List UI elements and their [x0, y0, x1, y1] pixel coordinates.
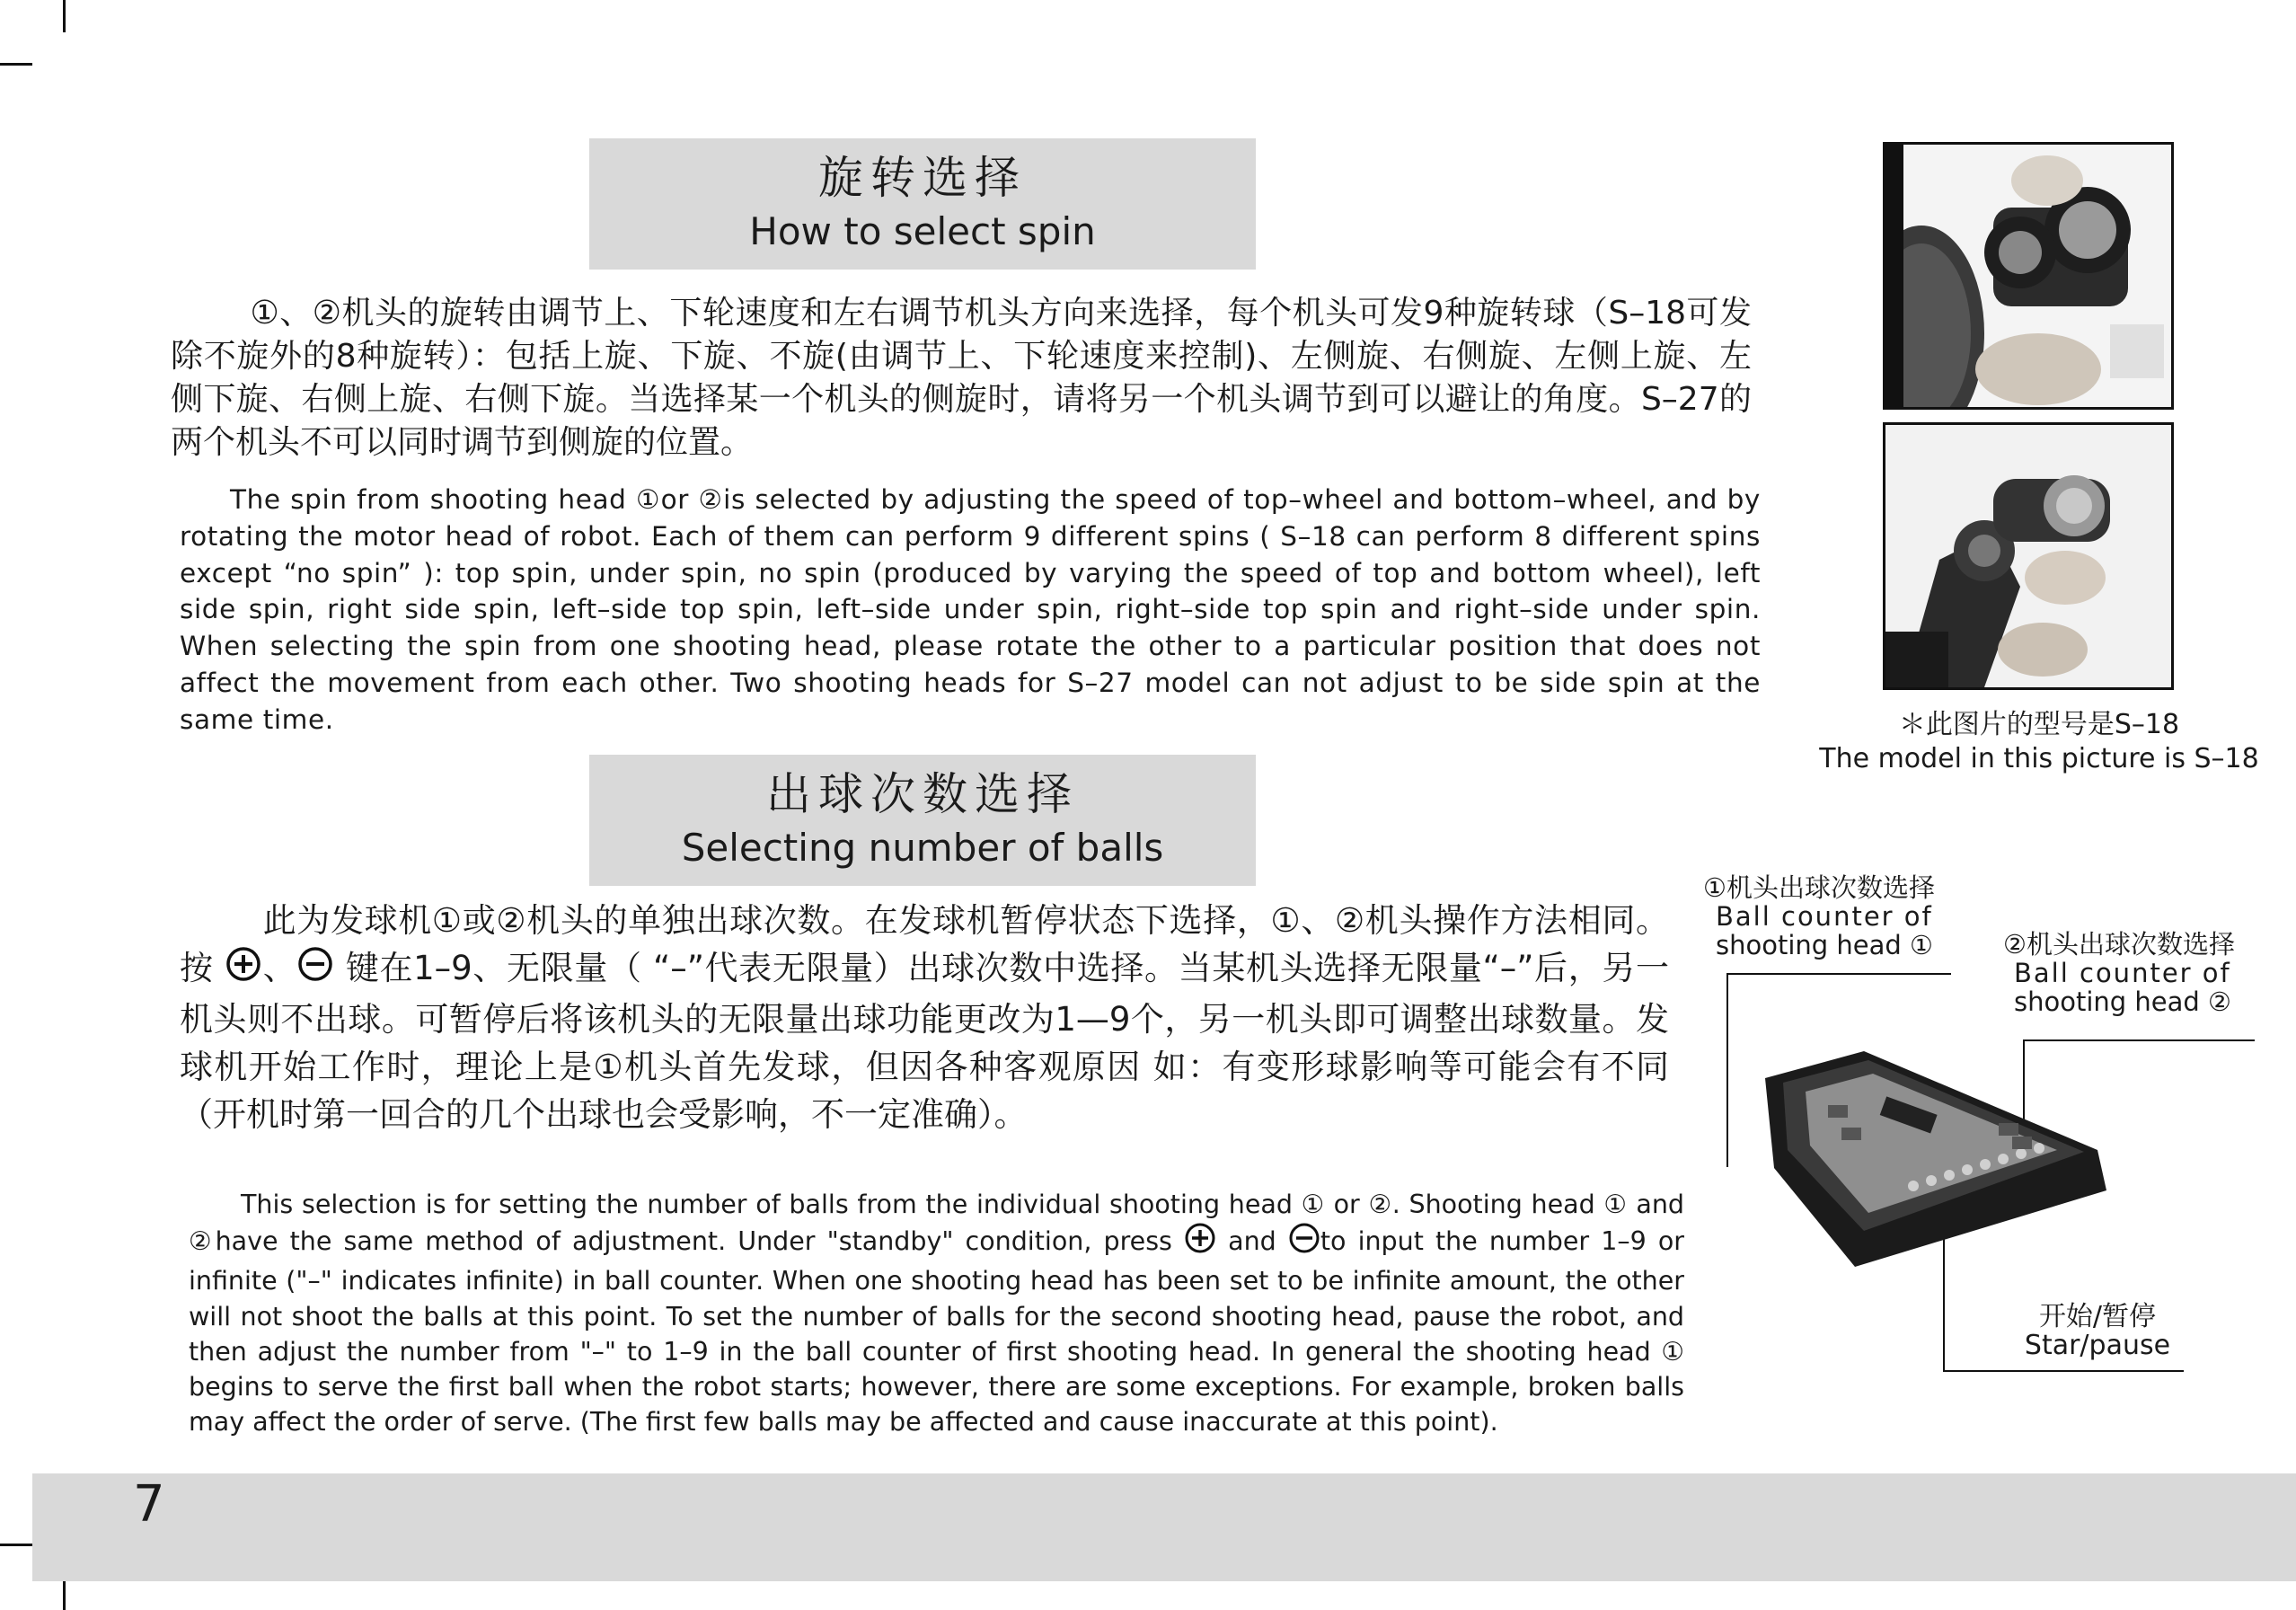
crop-mark — [63, 0, 66, 32]
photo-caption-en: The model in this picture is S–18 — [1819, 743, 2259, 774]
balls-text-zh-a: 此为发球机①或②机头的单独出球次数。在发球机暂停状态下选择，①、②机头操作方法相同。按 — [180, 901, 1669, 987]
callout-start-pause — [1985, 1303, 2210, 1360]
callout-start-zh: 开始/暂停 — [2038, 1301, 2157, 1332]
control-panel-image — [1756, 1042, 2115, 1276]
balls-text-zh-sep: 、 — [262, 949, 297, 987]
callout-head2-en-1: Ball counter of — [2014, 958, 2231, 988]
spin-paragraph-en — [180, 482, 1761, 739]
callout-ball-counter-head1 — [1703, 873, 1973, 960]
leader-line — [2023, 1039, 2255, 1041]
section-spin-title — [589, 138, 1256, 270]
crop-mark — [63, 1581, 66, 1610]
balls-text-en-a: This selection is for setting the number of balls from the individual shooting head ① or ②. Shooting head ① and ②have the same method of adjustment. Under "standby" condition, press — [189, 1190, 1684, 1257]
spin-paragraph-zh — [171, 292, 1752, 464]
page-number: 7 — [133, 1475, 165, 1534]
balls-text-en-b: to input the number 1–9 or infinite ("–" indicates infinite) in ball counter. When one shooting head has been set to be infinite amount, the other will not shoot the balls at this point. To set the number of balls for the second shooting head, pause the robot, and then adjust the number from "–" to 1–9 in the ball counter of first shooting head. In general the shooting head ① begins to serve the first ball when the robot starts; however, there are some exceptions. For example, broken balls may affect the order of serve. (The first few balls may be affected and cause inaccurate at this point). — [189, 1226, 1684, 1438]
plus-circle-icon — [1184, 1222, 1216, 1263]
robot-photo-bottom — [1883, 422, 2174, 690]
section-balls-title — [589, 755, 1256, 886]
crop-mark — [0, 1544, 32, 1546]
callout-head2-zh: ②机头出球次数选择 — [2003, 929, 2235, 960]
callout-start-en: Star/pause — [2024, 1330, 2171, 1361]
spin-title-zh: 旋转选择 — [818, 152, 1027, 204]
balls-text-en-and: and — [1216, 1226, 1288, 1257]
minus-circle-icon — [296, 945, 334, 995]
callout-head2-en-2: shooting head ② — [2014, 986, 2232, 1017]
callout-head1-en-2: shooting head ① — [1716, 930, 1934, 960]
balls-title-en: Selecting number of balls — [681, 826, 1164, 870]
spin-text-zh: ①、②机头的旋转由调节上、下轮速度和左右调节机头方向来选择，每个机头可发9种旋转球（S–18可发除不旋外的8种旋转）：包括上旋、下旋、不旋(由调节上、下轮速度来控制)、左侧旋、右侧旋、左侧上旋、左侧下旋、右侧上旋、右侧下旋。当选择某一个机头的侧旋时，请将另一个机头调节到可以避让的角度。S–27的两个机头不可以同时调节到侧旋的位置。 — [171, 295, 1752, 461]
callout-ball-counter-head2 — [2003, 930, 2282, 1016]
balls-text-zh-b: 键在1–9、无限量（ “–”代表无限量）出球次数中选择。当某机头选择无限量“–”后，另一机头则不出球。可暂停后将该机头的无限量出球功能更改为1—9个，另一机头即可调整出球数量。发球机开始工作时，理论上是①机头首先发球，但因各种客观原因 如：有变形球影响等可能会有不同（开机时第一回合的几个出球也会受影响，不一定准确）。 — [180, 949, 1670, 1134]
spin-title-en: How to select spin — [749, 209, 1096, 253]
plus-circle-icon — [225, 945, 262, 995]
photo-caption — [1788, 708, 2291, 776]
spin-text-en: The spin from shooting head ①or ②is selected by adjusting the speed of top–wheel and bottom–wheel, and by rotating the motor head of robot. Each of them can perform 9 different spins ( S–18 can perform 8 different spins except “no spin” ): top spin, under spin, no spin (produced by varying the speed of top and bottom wheel), left side spin, right side spin, left–side top spin, left–side under spin, right–side top spin and right–side under spin. When selecting the spin from one shooting head, please rotate the other to a particular position that does not affect the movement from each other. Two shooting heads for S–27 model can not adjust to be side spin at the same time. — [180, 484, 1761, 735]
minus-circle-icon — [1288, 1222, 1320, 1263]
crop-mark — [0, 63, 32, 66]
photo-caption-zh: ＊此图片的型号是S–18 — [1898, 709, 2180, 740]
callout-head1-en-1: Ball counter of — [1716, 901, 1933, 932]
balls-title-zh: 出球次数选择 — [766, 768, 1079, 820]
callout-head1-zh: ①机头出球次数选择 — [1703, 872, 1935, 903]
leader-line — [1943, 1370, 2184, 1372]
leader-line — [1726, 973, 1728, 1167]
balls-paragraph-zh — [180, 897, 1669, 1138]
robot-photo-top — [1883, 142, 2174, 410]
page-footer-band — [32, 1473, 2296, 1581]
balls-paragraph-en — [189, 1187, 1684, 1439]
leader-line — [1726, 973, 1951, 975]
